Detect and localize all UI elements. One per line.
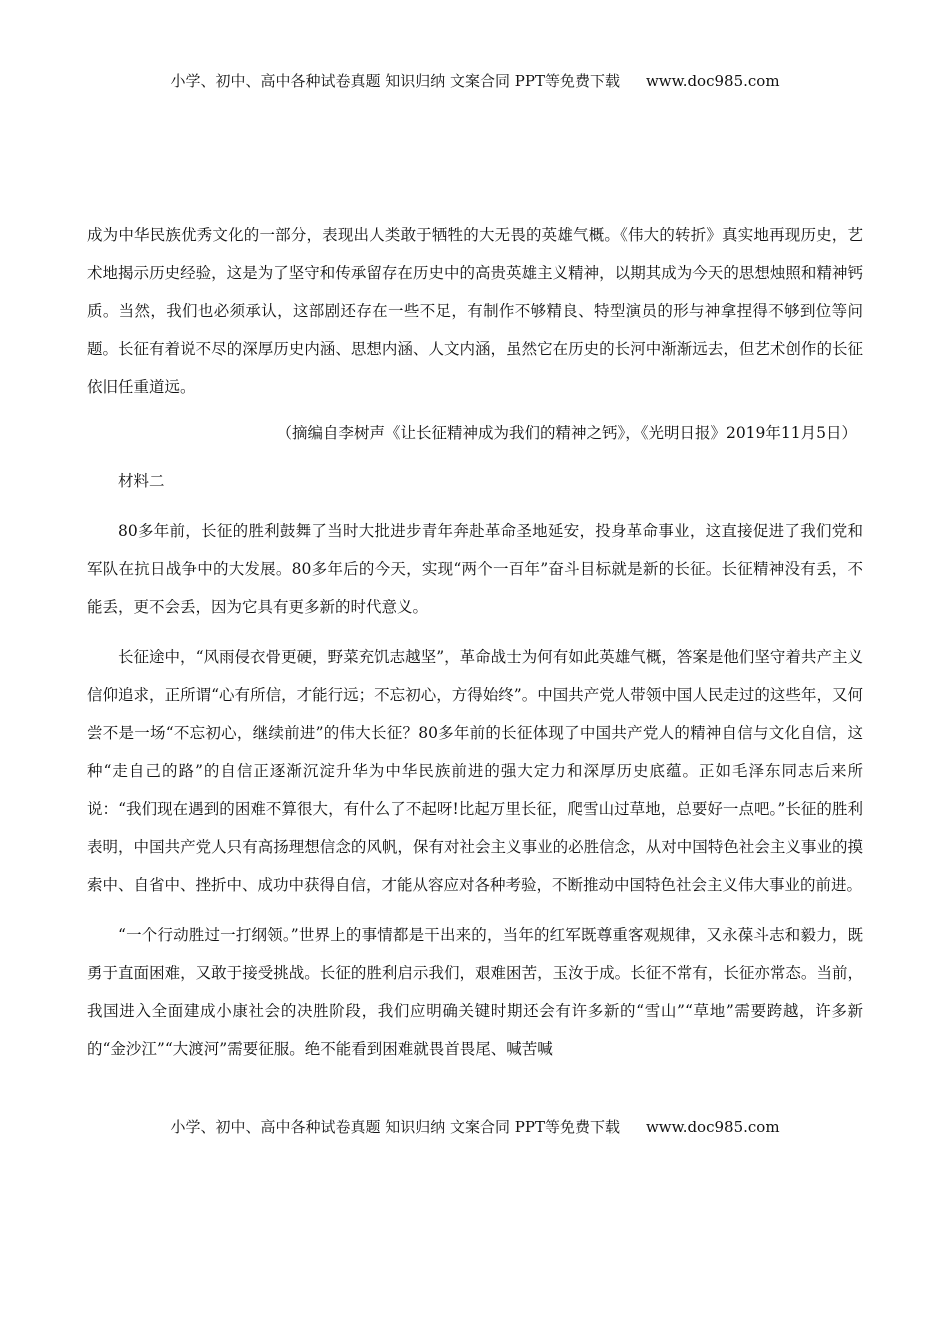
footer-text: 小学、初中、高中各种试卷真题 知识归纳 文案合同 PPT等免费下载 (170, 1118, 620, 1136)
document-body (87, 216, 863, 1068)
header-text: 小学、初中、高中各种试卷真题 知识归纳 文案合同 PPT等免费下载 (170, 72, 620, 90)
footer-url[interactable]: www.doc985.com (645, 1118, 780, 1136)
citation-source: （摘编自李树声《让长征精神成为我们的精神之钙》，《光明日报》2019年11月5日） (276, 424, 857, 442)
paragraph-faith-and-confidence: 长征途中，“风雨侵衣骨更硬，野菜充饥志越坚”，革命战士为何有如此英雄气概，答案是他们坚守着共产主义信仰追求，正所谓“心有所信，才能行远；不忘初心，方得始终”。中国共产党人带领中国人民走过的这些年，又何尝不是一场“不忘初心，继续前进”的伟大长征？80多年前的长征体现了中国共产党人的精神自信与文化自信，这种“走自己的路”的自信正逐渐沉淀升华为中华民族前进的强大定力和深厚历史底蕴。正如毛泽东同志后来所说：“我们现在遇到的困难不算很大，有什么了不起呀!比起万里长征，爬雪山过草地，总要好一点吧。”长征的胜利表明，中国共产党人只有高扬理想信念的风帆，保有对社会主义事业的必胜信念，从对中国特色社会主义事业的摸索中、自省中、挫折中、成功中获得自信，才能从容应对各种考验，不断推动中国特色社会主义伟大事业的前进。 (87, 648, 863, 894)
paragraph-continuation: 成为中华民族优秀文化的一部分，表现出人类敢于牺牲的大无畏的英雄气概。《伟大的转折》真实地再现历史，艺术地揭示历史经验，这是为了坚守和传承留存在历史中的高贵英雄主义精神，以期其成为今天的思想烛照和精神钙质。当然，我们也必须承认，这部剧还存在一些不足，有制作不够精良、特型演员的形与神拿捏得不够到位等问题。长征有着说不尽的深厚历史内涵、思想内涵、人文内涵，虽然它在历史的长河中渐渐远去，但艺术创作的长征依旧任重道远。 (87, 226, 863, 396)
page-footer (0, 1116, 950, 1137)
page-header (0, 70, 950, 91)
section-label-material-two: 材料二 (118, 472, 165, 490)
paragraph-action-over-program: “一个行动胜过一打纲领。”世界上的事情都是干出来的，当年的红军既尊重客观规律，又永葆斗志和毅力，既勇于直面困难，又敢于接受挑战。长征的胜利启示我们，艰难困苦，玉汝于成。长征不常有，长征亦常态。当前，我国进入全面建成小康社会的决胜阶段，我们应明确关键时期还会有许多新的“雪山”“草地”需要跨越，许多新的“金沙江”“大渡河”需要征服。绝不能看到困难就畏首畏尾、喊苦喊 (87, 926, 863, 1058)
paragraph-long-march-80-years: 80多年前，长征的胜利鼓舞了当时大批进步青年奔赴革命圣地延安，投身革命事业，这直接促进了我们党和军队在抗日战争中的大发展。80多年后的今天，实现“两个一百年”奋斗目标就是新的长征。长征精神没有丢，不能丢，更不会丢，因为它具有更多新的时代意义。 (87, 522, 863, 616)
header-url[interactable]: www.doc985.com (645, 72, 780, 90)
